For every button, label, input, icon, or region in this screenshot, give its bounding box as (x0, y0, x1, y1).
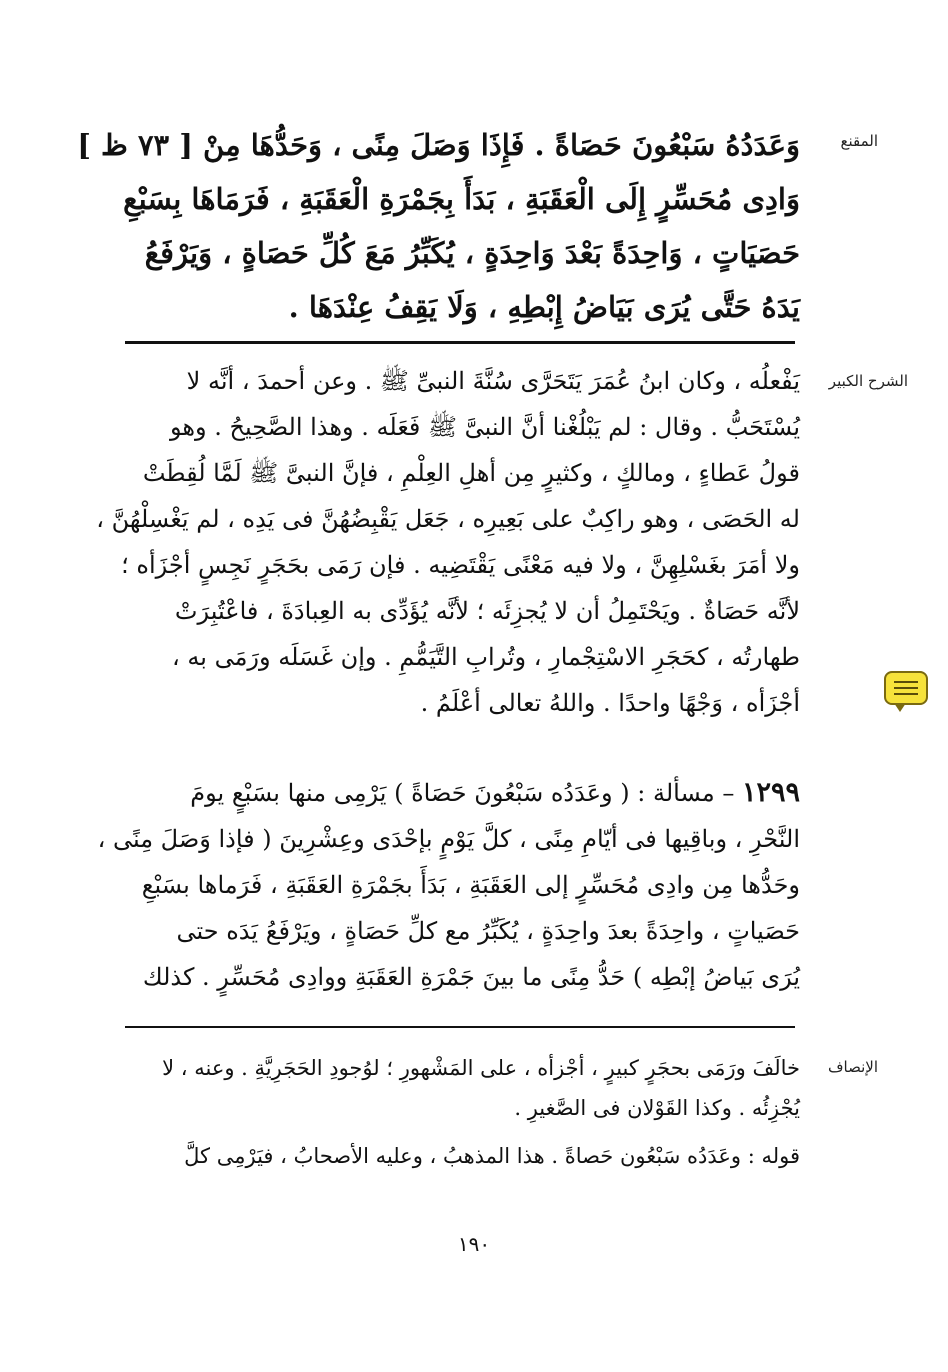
insaf-label: الإنصاف (827, 1058, 878, 1076)
issue-block (97, 770, 800, 1000)
comment-note-icon[interactable] (884, 671, 928, 705)
section-divider-thin (125, 1026, 795, 1028)
sharh-line: قولُ عَطاءٍ ، ومالكٍ ، وكثيرٍ مِن أهلِ العِلْمِ ، فإنَّ النبىَّ ﷺ لَمَّا لُقِطَتْ (142, 459, 800, 487)
insaf-line: يُجْزِئُه . وكذا القَوْلان فى الصَّغيرِ . (514, 1096, 800, 1120)
issue-line: حَصَياتٍ ، واحِدَةً بعدَ واحِدَةٍ ، يُكَبِّرُ مع كلِّ حَصَاةٍ ، ويَرْفَعُ يَدَه حتى (176, 917, 800, 945)
sharh-text-block (96, 358, 800, 726)
insaf-text-block (120, 1048, 800, 1176)
sharh-line: يَفْعلُه ، وكان ابنُ عُمَرَ يَتَحَرَّى سُنَّةَ النبىِّ ﷺ . وعن أحمدَ ، أنَّه لا (186, 367, 800, 395)
sharh-line: يُسْتَحَبُّ . وقال : لم يَبْلُغْنا أنَّ النبىَّ ﷺ فَعَلَه . وهذا الصَّحِيحُ . وهو (169, 413, 800, 441)
muqni-line: وَعَدَدُهُ سَبْعُونَ حَصَاةً . فَإِذَا وَصَلَ مِنًى ، وَحَدُّهَا مِنْ [ ٧٣ ظ ] (77, 128, 800, 162)
issue-line: وحَدُّها مِن وادِى مُحَسِّرٍ إلى العَقَبَةِ ، بَدَأَ بجَمْرَةِ العَقَبَةِ ، فَرَماها بسَبْعِ (141, 871, 800, 899)
muqni-line: وَادِى مُحَسِّرٍ إِلَى الْعَقَبَةِ ، بَدَأَ بِجَمْرَةِ الْعَقَبَةِ ، فَرَمَاهَا بِسَبْعِ (123, 182, 800, 216)
issue-line: يُرَى بَياضُ إبْطِه ) حَدُّ مِنًى ما بينَ جَمْرَةِ العَقَبَةِ ووادِى مُحَسِّرٍ . كذلك (142, 963, 800, 991)
sharh-line: لأنَّه حَصَاةٌ . ويَحْتَمِلُ أن لا يُجزِئَه ؛ لأنَّه يُؤَدِّى به العِبادَةَ ، فاعْتُبِرَتْ (174, 597, 800, 625)
muqni-label: المقنع (840, 132, 878, 150)
sharh-line: له الحَصَى ، وهو راكِبٌ على بَعِيرِه ، جَعَل يَقْبِضُهُنَّ فى يَدِه ، لم يَغْسِلْهُنَّ ، (96, 505, 800, 533)
sharh-line: طهارتُه ، كحَجَرِ الاسْتِجْمارِ ، وتُرابِ التَّيَمُّمِ . وإن غَسَلَه ورَمَى به ، (172, 643, 800, 671)
issue-heading-text: – مسألة : ( وعَدَدُه سَبْعُونَ حَصَاةً ) يَرْمِى منها بسَبْعٍ يومَ (190, 779, 735, 807)
insaf-line: خالَفَ ورَمَى بحجَرٍ كبيرٍ ، أجْزأه ، على المَشْهورِ ؛ لوُجودِ الحَجَرِيَّةِ . وعنه ، لا (162, 1056, 800, 1080)
sharh-line: أجْزَأه ، وَجْهًا واحدًا . واللهُ تعالى أعْلَمُ . (420, 689, 800, 717)
insaf-line: قوله : وعَدَدُه سَبْعُون حَصاةً . هذا المذهبُ ، وعليه الأصحابُ ، فيَرْمِى كلَّ (184, 1144, 800, 1168)
page-number: ١٩٠ (457, 1232, 491, 1256)
muqni-text-block (77, 118, 800, 334)
muqni-line: حَصَيَاتٍ ، وَاحِدَةً بَعْدَ وَاحِدَةٍ ، يُكَبِّرُ مَعَ كُلِّ حَصَاةٍ ، وَيَرْفَعُ (144, 236, 800, 270)
muqni-line: يَدَهُ حَتَّى يُرَى بَيَاضُ إِبْطِهِ ، وَلَا يَقِفُ عِنْدَهَا . (288, 290, 800, 324)
issue-number: ١٢٩٩ (741, 777, 800, 808)
section-divider-thick (125, 341, 795, 344)
issue-first-line (120, 770, 800, 816)
sharh-line: ولا أمَرَ بغَسْلِهِنَّ ، ولا فيه مَعْنًى يَقْتَضِيه . فإن رَمَى بحَجَرٍ نَجِسٍ أجْزَأه ؛ (121, 551, 800, 579)
sharh-label: الشرح الكبير (828, 372, 908, 390)
issue-line: النَّحْرِ ، وباقِيها فى أيّامِ مِنًى ، كلَّ يَوْمٍ بإحْدَى وعِشْرِينَ ( فإذا وَصَلَ مِنًى ، (97, 825, 800, 853)
